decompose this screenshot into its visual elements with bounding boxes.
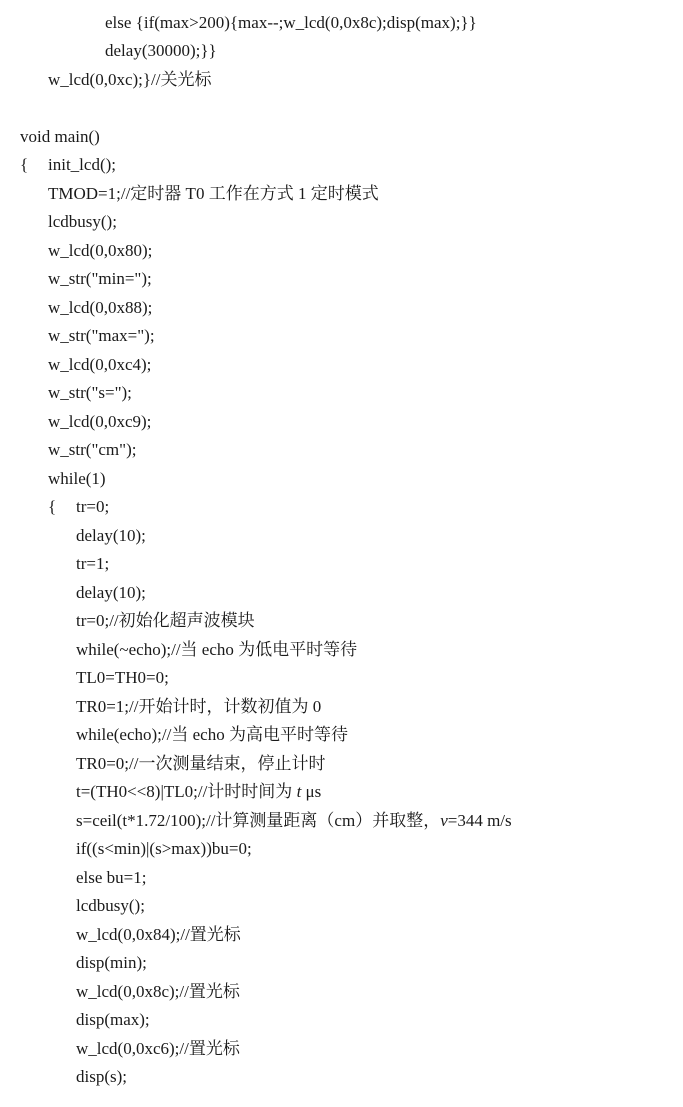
- code-line-27: TR0=0;//一次测量结束，停止计时: [76, 754, 326, 773]
- code-line-25: TR0=1;//开始计时，计数初值为 0: [76, 697, 322, 716]
- speed-value: =344 m/s: [447, 811, 512, 830]
- while-open-brace: {: [48, 497, 57, 516]
- code-line-14: w_str("s=");: [48, 383, 132, 402]
- code-line-1: else {if(max>200){max--;w_lcd(0,0x8c);disp(max);}}: [105, 13, 477, 32]
- code-line-36: disp(max);: [76, 1010, 150, 1029]
- code-line-5: void main(): [20, 127, 100, 146]
- code-line-6: init_lcd();: [48, 155, 116, 174]
- code-line-30: if((s<min)|(s>max))bu=0;: [76, 839, 252, 858]
- var-t: t: [296, 782, 302, 801]
- code-line-20: tr=1;: [76, 554, 110, 573]
- code-line-21: delay(10);: [76, 583, 146, 602]
- code-line-9: w_lcd(0,0x80);: [48, 241, 153, 260]
- unit-us: μs: [301, 782, 322, 801]
- code-line-10: w_str("min=");: [48, 269, 152, 288]
- code-line-29: [76, 811, 512, 831]
- code-line-31: else bu=1;: [76, 868, 147, 887]
- code-line-26: while(echo);//当 echo 为高电平时等待: [76, 725, 348, 744]
- code-line-22: tr=0;//初始化超声波模块: [76, 611, 255, 630]
- code-line-28-text: t=(TH0<<8)|TL0;//计时时间为: [76, 782, 293, 801]
- code-line-18: tr=0;: [76, 497, 110, 516]
- code-line-33: w_lcd(0,0x84);//置光标: [76, 925, 241, 944]
- code-line-12: w_str("max=");: [48, 326, 155, 345]
- code-line-3: w_lcd(0,0xc);}//关光标: [48, 70, 212, 89]
- code-line-15: w_lcd(0,0xc9);: [48, 412, 152, 431]
- code-line-7: TMOD=1;//定时器 T0 工作在方式 1 定时模式: [48, 184, 379, 203]
- code-line-13: w_lcd(0,0xc4);: [48, 355, 152, 374]
- code-line-28: [76, 782, 321, 802]
- code-line-29-text: s=ceil(t*1.72/100);//计算测量距离（cm）并取整，: [76, 811, 441, 830]
- code-line-35: w_lcd(0,0x8c);//置光标: [76, 982, 240, 1001]
- code-line-11: w_lcd(0,0x88);: [48, 298, 153, 317]
- code-line-17: while(1): [48, 469, 106, 488]
- code-line-37: w_lcd(0,0xc6);//置光标: [76, 1039, 240, 1058]
- code-line-24: TL0=TH0=0;: [76, 668, 169, 687]
- var-v: v: [440, 811, 448, 830]
- code-line-32: lcdbusy();: [76, 896, 145, 915]
- code-line-34: disp(min);: [76, 953, 147, 972]
- main-open-brace: {: [20, 155, 29, 174]
- code-line-38: disp(s);: [76, 1067, 127, 1086]
- code-line-8: lcdbusy();: [48, 212, 117, 231]
- code-line-2: delay(30000);}}: [105, 41, 217, 60]
- code-line-23: while(~echo);//当 echo 为低电平时等待: [76, 640, 358, 659]
- code-line-19: delay(10);: [76, 526, 146, 545]
- code-line-16: w_str("cm");: [48, 440, 137, 459]
